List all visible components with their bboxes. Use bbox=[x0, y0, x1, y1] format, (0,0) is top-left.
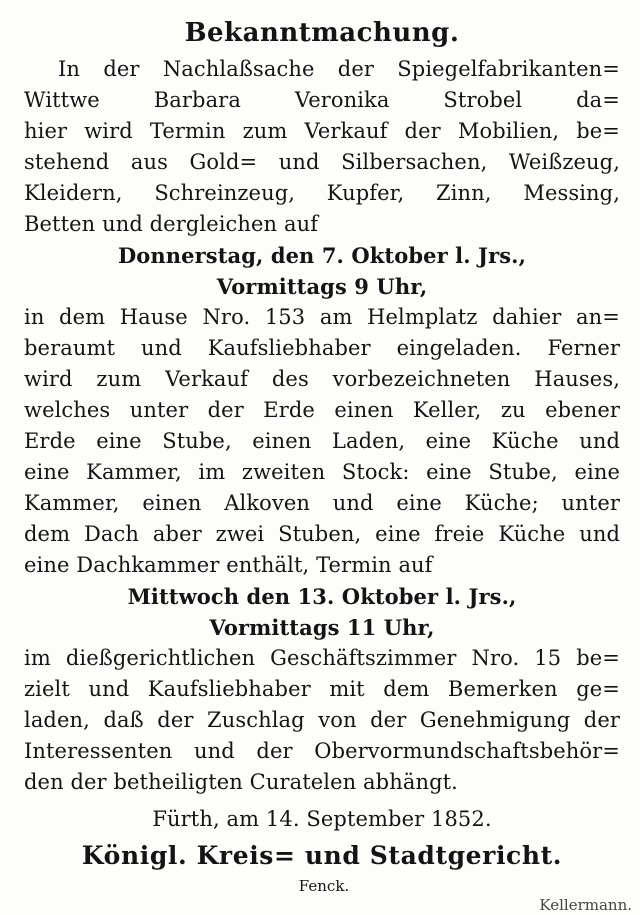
text-line: hier wird Termin zum Verkauf der Mobilien, be= bbox=[24, 119, 620, 143]
text-line: Erde eine Stube, einen Laden, eine Küche und bbox=[24, 429, 620, 453]
court-name: Königl. Kreis= und Stadtgericht. bbox=[81, 841, 563, 870]
text-line: eine Kammer, im zweiten Stock: eine Stube, eine bbox=[24, 460, 620, 484]
text-line: in dem Hause Nro. 153 am Helmplatz dahier an= bbox=[24, 305, 620, 329]
text-line: eine Dachkammer enthält, Termin auf bbox=[24, 553, 433, 577]
text-line: im dießgerichtlichen Geschäftszimmer Nro. 15 be= bbox=[24, 646, 620, 670]
text-line: stehend aus Gold= und Silbersachen, Weißzeug, bbox=[24, 150, 620, 174]
notice-title: Bekanntmachung. bbox=[184, 18, 460, 48]
text-line: Kleidern, Schreinzeug, Kupfer, Zinn, Messing, bbox=[24, 181, 620, 205]
signer-name: Fenck. bbox=[298, 877, 350, 895]
text-line: In der Nachlaßsache der Spiegelfabrikanten= bbox=[58, 57, 620, 81]
auction-time-2: Vormittags 11 Uhr, bbox=[209, 615, 435, 640]
text-line: zielt und Kaufsliebhaber mit dem Bemerken ge= bbox=[24, 677, 620, 701]
text-line: beraumt und Kaufsliebhaber eingeladen. Ferner bbox=[24, 336, 620, 360]
text-line: wird zum Verkauf des vorbezeichneten Hauses, bbox=[24, 367, 620, 391]
text-line: laden, daß der Zuschlag von der Genehmigung der bbox=[24, 708, 620, 732]
second-signer: Kellermann. bbox=[539, 896, 632, 914]
place-date: Fürth, am 14. September 1852. bbox=[152, 807, 492, 831]
text-line: Betten und dergleichen auf bbox=[24, 212, 319, 236]
text-line: dem Dach aber zwei Stuben, eine freie Küche und bbox=[24, 522, 620, 546]
text-line: welches unter der Erde einen Keller, zu ebener bbox=[24, 398, 620, 422]
auction-time-1: Vormittags 9 Uhr, bbox=[216, 274, 428, 299]
text-line: Wittwe Barbara Veronika Strobel da= bbox=[24, 88, 620, 112]
text-line: Interessenten und der Obervormundschaftsbehör= bbox=[24, 739, 620, 763]
auction-date-1: Donnerstag, den 7. Oktober l. Jrs., bbox=[118, 243, 526, 268]
text-line: Kammer, einen Alkoven und eine Küche; unter bbox=[24, 491, 620, 515]
text-line: den der betheiligten Curatelen abhängt. bbox=[24, 770, 458, 794]
auction-date-2: Mittwoch den 13. Oktober l. Jrs., bbox=[127, 584, 517, 609]
